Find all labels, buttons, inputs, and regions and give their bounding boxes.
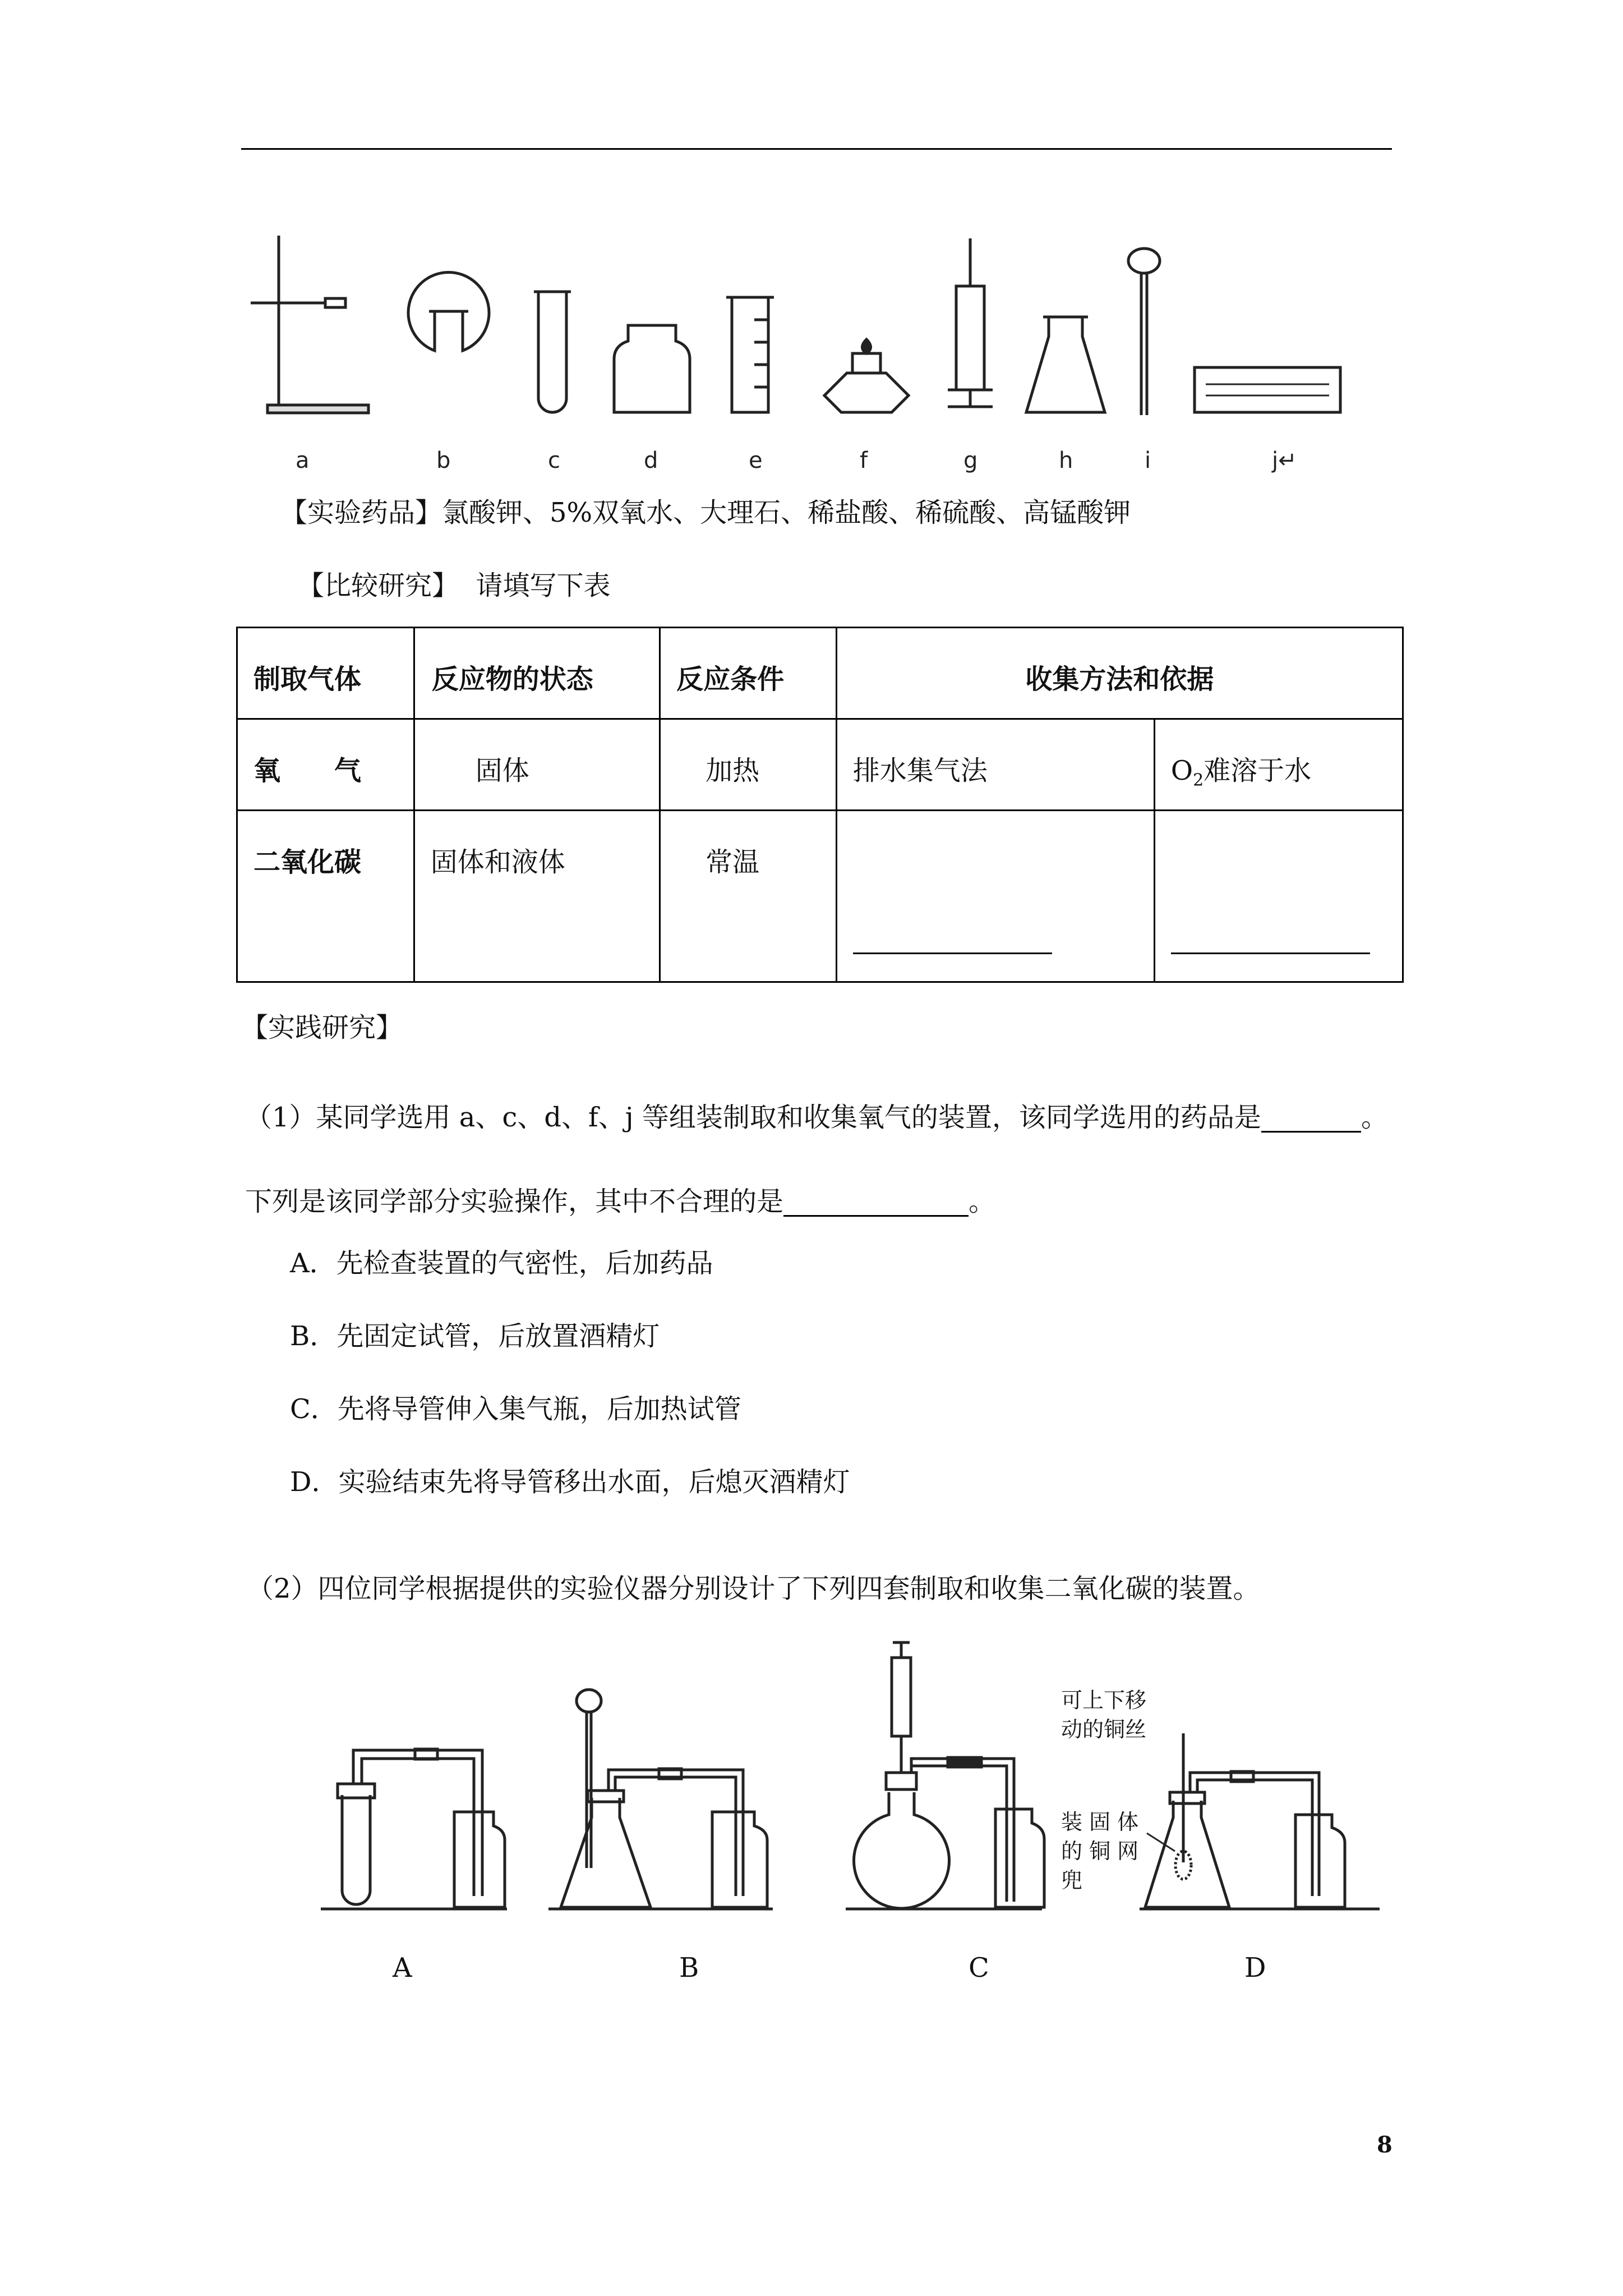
- cell-co2-gas: 二氧化碳: [237, 811, 414, 982]
- setup-label-a: A: [393, 1952, 412, 1984]
- o2-subscript: 2: [1193, 770, 1204, 790]
- cell-co2-condition: 常温: [660, 811, 837, 982]
- note-mesh-line3: 兜: [1061, 1868, 1083, 1893]
- setup-a-icon: [338, 1749, 505, 1907]
- setup-label-c: C: [969, 1952, 989, 1984]
- compare-instruction: 请填写下表: [476, 570, 611, 601]
- page-number: 8: [1377, 2132, 1393, 2158]
- note-copper-mesh: [1061, 1807, 1138, 1895]
- setup-b-icon: [561, 1690, 767, 1907]
- cell-oxygen-condition: 加热: [660, 719, 837, 811]
- option-a: A．先检查装置的气密性，后加药品: [290, 1248, 713, 1279]
- option-b: B．先固定试管，后放置酒精灯: [290, 1320, 660, 1352]
- q1-text: （1）某同学选用 a、c、d、f、j 等组装制取和收集氧气的装置，该同学选用的药品是: [245, 1102, 1261, 1133]
- q1-followup-end: 。: [969, 1186, 996, 1217]
- option-d: D．实验结束先将导管移出水面，后熄灭酒精灯: [290, 1466, 850, 1498]
- o2-symbol: O: [1170, 755, 1193, 786]
- header-method: 收集方法和依据: [836, 628, 1403, 719]
- o2-basis-text: 难溶于水: [1204, 755, 1312, 786]
- compare-heading: 【比较研究】: [297, 570, 459, 601]
- apparatus-label-e: e: [749, 448, 763, 473]
- apparatus-label-d: d: [644, 448, 658, 473]
- apparatus-label-g: g: [963, 448, 978, 473]
- apparatus-label-j: j↵: [1272, 448, 1297, 473]
- header-gas: 制取气体: [237, 628, 414, 719]
- setup-label-b: B: [679, 1952, 699, 1984]
- apparatus-label-b: b: [436, 448, 451, 473]
- drugs-list: 氯酸钾、5%双氧水、大理石、稀盐酸、稀硫酸、高锰酸钾: [442, 497, 1131, 528]
- apparatus-label-h: h: [1059, 448, 1073, 473]
- apparatus-label-a: a: [296, 448, 310, 473]
- setup-label-d: D: [1244, 1952, 1266, 1984]
- q2-text: （2）四位同学根据提供的实验仪器分别设计了下列四套制取和收集二氧化碳的装置。: [247, 1573, 1260, 1604]
- header-condition: 反应条件: [660, 628, 837, 719]
- note-movable-wire: [1061, 1686, 1146, 1744]
- note-mesh-line2: 的 铜 网: [1061, 1839, 1139, 1864]
- setup-d-icon: [1145, 1733, 1345, 1907]
- setup-c-icon: [854, 1642, 1044, 1908]
- note-mesh-line1: 装 固 体: [1061, 1810, 1139, 1834]
- note-wire-line2: 动的铜丝: [1061, 1717, 1147, 1742]
- cell-oxygen-state: 固体: [414, 719, 660, 811]
- drugs-heading: 【实验药品】: [280, 497, 442, 528]
- cell-oxygen-gas: 氧 气: [237, 719, 414, 811]
- apparatus-label-c: c: [548, 448, 560, 473]
- practice-heading: 【实践研究】: [241, 1012, 403, 1043]
- q1-end: 。: [1361, 1102, 1388, 1133]
- option-c: C．先将导管伸入集气瓶，后加热试管: [290, 1393, 741, 1425]
- cell-oxygen-method: 排水集气法: [836, 719, 1154, 811]
- apparatus-label-f: f: [860, 448, 868, 473]
- apparatus-label-i: i: [1145, 448, 1151, 473]
- q1-followup-text: 下列是该同学部分实验操作，其中不合理的是: [245, 1186, 784, 1217]
- cell-co2-state: 固体和液体: [414, 811, 660, 982]
- header-state: 反应物的状态: [414, 628, 660, 719]
- note-wire-line1: 可上下移: [1061, 1688, 1147, 1713]
